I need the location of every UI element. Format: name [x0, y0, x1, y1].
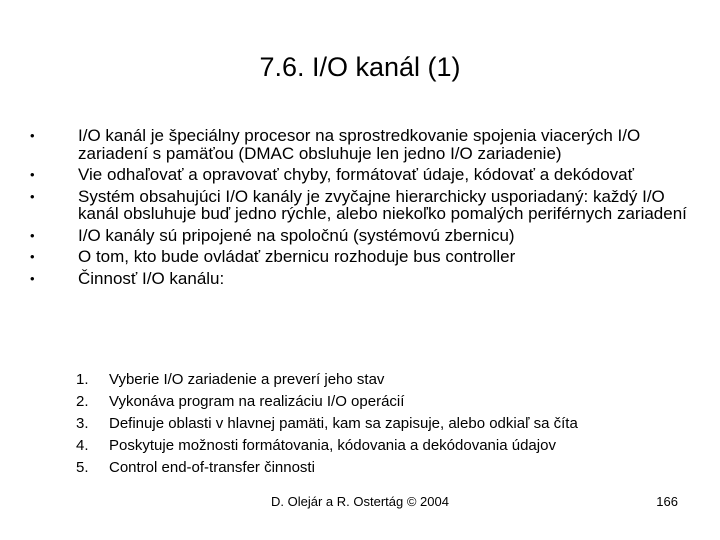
bullet-list [30, 127, 690, 291]
bullet-item [30, 227, 690, 245]
bullet-text: O tom, kto bude ovládať zbernicu rozhoduje bus controller [78, 247, 516, 266]
footer-credit: D. Olejár a R. Ostertág © 2004 [271, 494, 449, 509]
step-number: 2. [76, 393, 89, 410]
bullet-text: I/O kanál je špeciálny procesor na sprostredkovanie spojenia viacerých I/O zariadení s pamäťou (DMAC obsluhuje len jedno I/O zariadenie) [78, 126, 641, 163]
bullet-item [30, 127, 690, 162]
bullet-item [30, 166, 690, 184]
bullet-text: Vie odhaľovať a opravovať chyby, formátovať údaje, kódovať a dekódovať [78, 165, 634, 184]
bullet-item [30, 270, 690, 288]
bullet-item [30, 248, 690, 266]
page-number: 166 [656, 494, 678, 509]
step-number: 1. [76, 371, 89, 388]
bullet-marker: • [30, 270, 35, 286]
slide-title: 7.6. I/O kanál (1) [259, 52, 461, 82]
step-item [76, 413, 696, 435]
bullet-marker: • [30, 128, 35, 143]
bullet-text: Činnosť I/O kanálu: [78, 268, 225, 288]
step-text: Vykonáva program na realizáciu I/O operácií [109, 393, 405, 410]
step-text: Poskytuje možnosti formátovania, kódovania a dekódovania údajov [109, 437, 556, 454]
step-item [76, 369, 696, 391]
bullet-item [30, 188, 690, 223]
step-text: Vyberie I/O zariadenie a preverí jeho stav [109, 371, 385, 388]
bullet-text: I/O kanály sú pripojené na spoločnú (systémovú zbernicu) [78, 225, 515, 245]
numbered-steps-list [76, 369, 696, 479]
step-number: 5. [76, 459, 89, 476]
step-number: 4. [76, 437, 89, 454]
bullet-marker: • [30, 188, 35, 204]
step-text: Control end-of-transfer činnosti [109, 459, 315, 476]
bullet-marker: • [30, 249, 35, 264]
step-item [76, 435, 696, 457]
step-item [76, 457, 696, 479]
step-number: 3. [76, 415, 89, 432]
bullet-marker: • [30, 167, 35, 182]
step-text: Definuje oblasti v hlavnej pamäti, kam sa zapisuje, alebo odkiaľ sa číta [109, 415, 578, 432]
bullet-text: Systém obsahujúci I/O kanály je zvyčajne hierarchicky usporiadaný: každý I/O kanál obsluhuje buď jedno rýchle, alebo niekoľko pomalých periférnych zariadení [78, 186, 687, 223]
bullet-marker: • [30, 227, 35, 243]
step-item [76, 391, 696, 413]
